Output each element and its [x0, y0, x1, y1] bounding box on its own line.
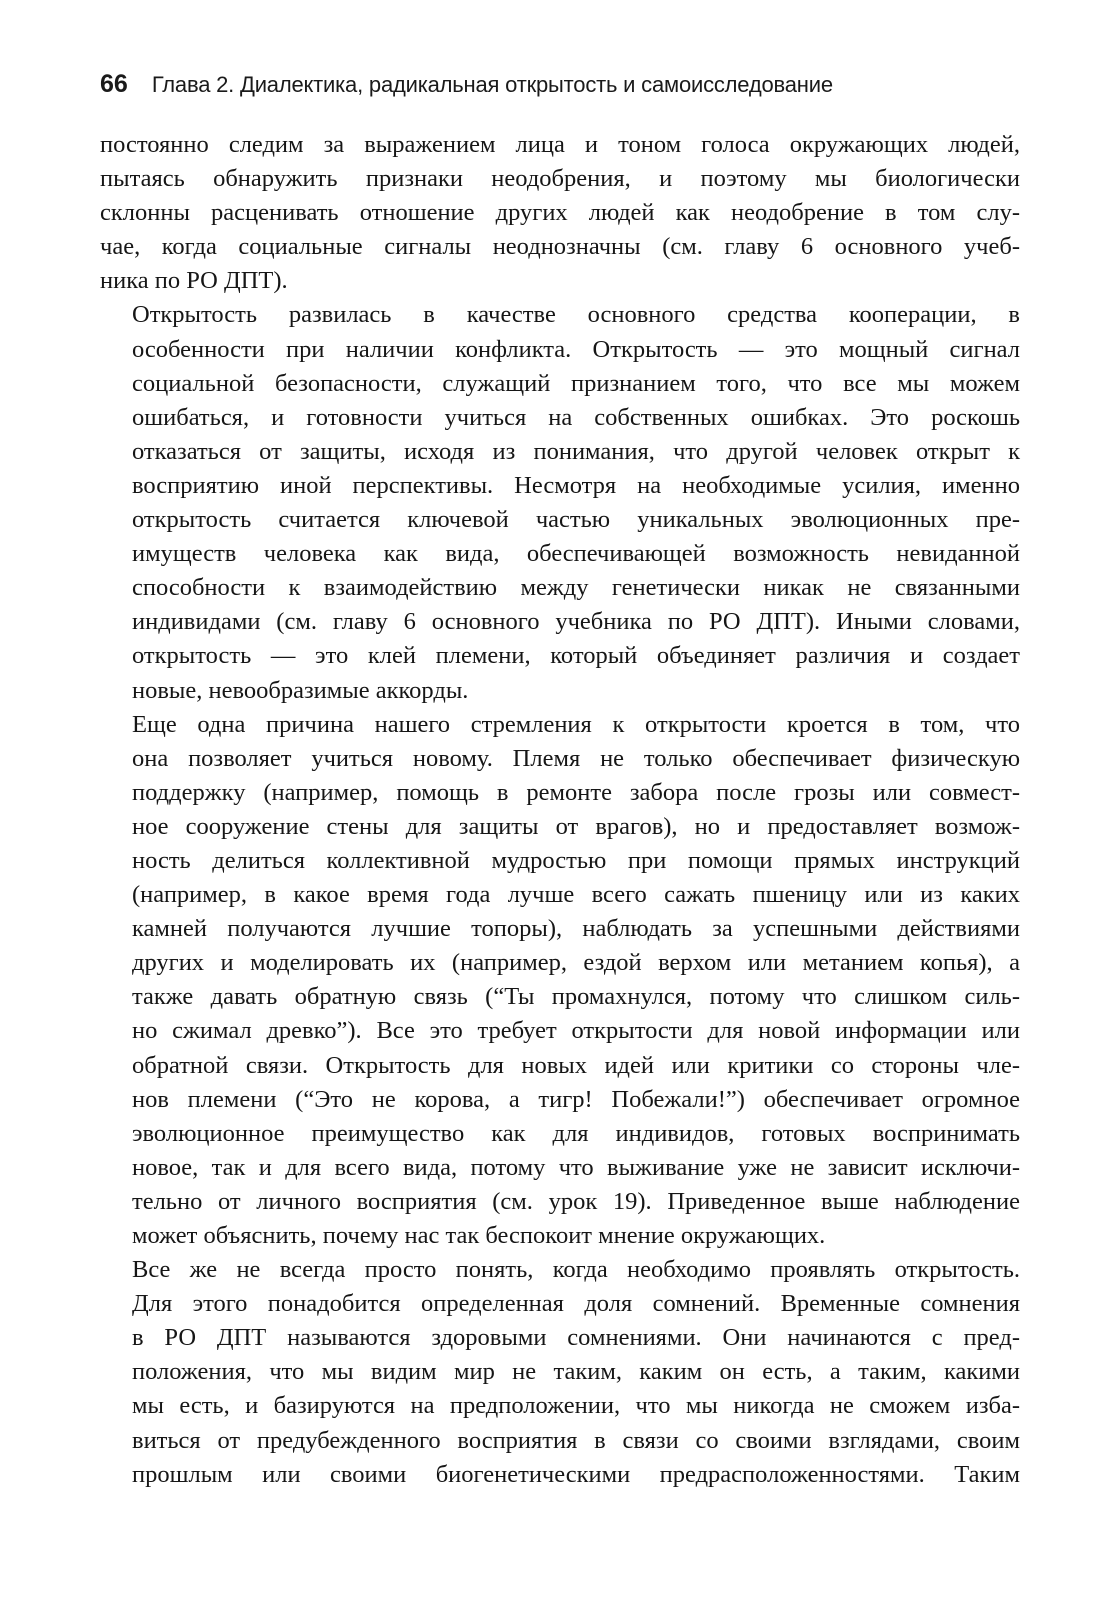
text-line: может объяснить, почему нас так беспокоит мнение окружающих.	[132, 1222, 826, 1249]
text-line: в РО ДПТ называются здоровыми сомнениями. Они начинаются с пред-	[132, 1324, 1020, 1352]
text-line: но сжимал древко”). Все это требует открытости для новой информации или	[132, 1017, 1020, 1045]
text-line: Открытость развилась в качестве основного средства кооперации, в	[132, 301, 1020, 329]
body-text	[100, 128, 1020, 1492]
text-line: тельно от личного восприятия (см. урок 19). Приведенное выше наблюдение	[132, 1187, 1020, 1215]
text-line: положения, что мы видим мир не таким, каким он есть, а таким, какими	[132, 1358, 1020, 1386]
text-line: открытость — это клей племени, который объединяет различия и создает	[132, 642, 1020, 670]
text-line: мы есть, и базируются на предположении, что мы никогда не сможем изба-	[132, 1392, 1020, 1420]
text-line: новые, невообразимые аккорды.	[132, 676, 469, 704]
text-line: ошибаться, и готовности учиться на собственных ошибках. Это роскошь	[132, 403, 1020, 431]
text-line: камней получаются лучшие топоры), наблюдать за успешными действиями	[132, 915, 1020, 943]
running-head	[100, 70, 1020, 106]
text-line: других и моделировать их (например, ездой верхом или метанием копья), а	[132, 949, 1020, 977]
text-line: новое, так и для всего вида, потому что выживание уже не зависит исключи-	[132, 1153, 1020, 1181]
text-line: чае, когда социальные сигналы неоднозначны (см. главу 6 основного учеб-	[100, 233, 1020, 261]
text-line: ника по РО ДПТ).	[100, 267, 288, 295]
text-line: социальной безопасности, служащий признанием того, что все мы можем	[132, 369, 1020, 397]
text-line: Для этого понадобится определенная доля сомнений. Временные сомнения	[132, 1290, 1020, 1318]
text-line: пытаясь обнаружить признаки неодобрения, и поэтому мы биологически	[100, 165, 1020, 193]
text-line: ное сооружение стены для защиты от врагов), но и предоставляет возмож-	[132, 812, 1020, 840]
text-line: склонны расценивать отношение других людей как неодобрение в том слу-	[100, 199, 1020, 227]
text-line: ность делиться коллективной мудростью при помощи прямых инструкций	[132, 846, 1020, 874]
text-line: способности к взаимодействию между генетически никак не связанными	[132, 574, 1020, 602]
text-line: эволюционное преимущество как для индивидов, готовых воспринимать	[132, 1119, 1020, 1147]
paragraph	[100, 708, 1020, 1254]
text-line: индивидами (см. главу 6 основного учебника по РО ДПТ). Иными словами,	[132, 608, 1020, 636]
text-line: обратной связи. Открытость для новых идей или критики со стороны чле-	[132, 1051, 1020, 1079]
text-line: прошлым или своими биогенетическими предрасположенностями. Таким	[132, 1460, 1020, 1488]
text-line: также давать обратную связь (“Ты промахнулся, потому что слишком силь-	[132, 983, 1020, 1011]
page-number: 66	[100, 70, 128, 98]
paragraph	[100, 128, 1020, 298]
text-line: особенности при наличии конфликта. Открытость — это мощный сигнал	[132, 335, 1020, 363]
text-line: восприятию иной перспективы. Несмотря на необходимые усилия, именно	[132, 471, 1020, 499]
paragraph	[100, 298, 1020, 707]
text-line: поддержку (например, помощь в ремонте забора после грозы или совмест-	[132, 778, 1020, 806]
text-line: нов племени (“Это не корова, а тигр! Побежали!”) обеспечивает огромное	[132, 1085, 1020, 1113]
text-line: открытость считается ключевой частью уникальных эволюционных пре-	[132, 506, 1020, 534]
text-line: Все же не всегда просто понять, когда необходимо проявлять открытость.	[132, 1256, 1020, 1284]
text-line: имуществ человека как вида, обеспечивающей возможность невиданной	[132, 540, 1020, 568]
text-line: отказаться от защиты, исходя из понимания, что другой человек открыт к	[132, 437, 1020, 465]
text-line: виться от предубежденного восприятия в связи со своими взглядами, своим	[132, 1426, 1020, 1454]
text-line: постоянно следим за выражением лица и тоном голоса окружающих людей,	[100, 131, 1020, 158]
text-line: (например, в какое время года лучше всего сажать пшеницу или из каких	[132, 881, 1020, 909]
chapter-title: Глава 2. Диалектика, радикальная открытость и самоисследование	[151, 72, 833, 97]
paragraph	[100, 1253, 1020, 1492]
text-line: она позволяет учиться новому. Племя не только обеспечивает физическую	[132, 744, 1020, 772]
text-line: Еще одна причина нашего стремления к открытости кроется в том, что	[132, 710, 1020, 738]
